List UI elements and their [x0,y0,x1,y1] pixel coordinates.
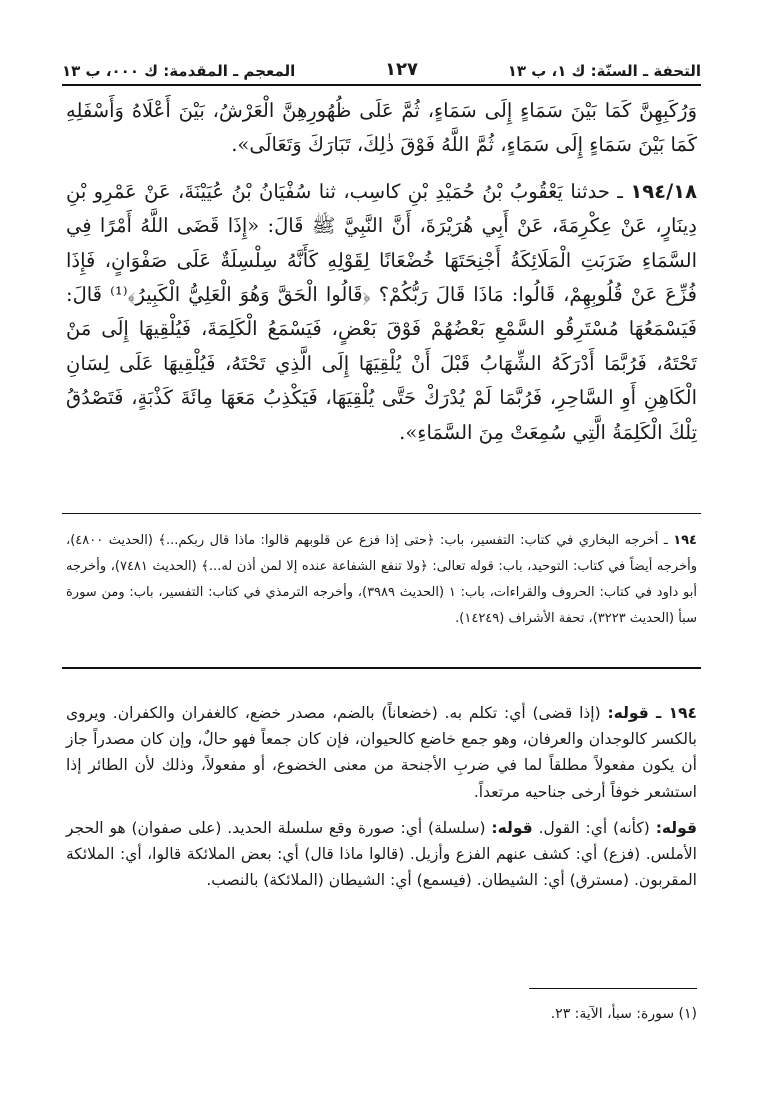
page-number: ١٢٧ [385,59,418,80]
takhrij-text: ـ أخرجه البخاري في كتاب: التفسير، باب: ﴿حتى إذا فزع عن قلوبهم قالوا: ماذا قال ربكم...﴾ (الحديث ٤٨٠٠)، وأخرجه أيضاً في كتاب: التوحيد، باب: قوله تعالى: ﴿ولا تنفع الشفاعة عنده إلا لمن أذن له...﴾ (الحديث ٧٤٨١)، وأخرجه أبو داود في كتاب: الحروف والقراءات، باب: ١ (الحديث ٣٩٨٩)، وأخرجه الترمذي في كتاب: التفسير، باب: ومن سورة سبأ (الحديث ٣٢٢٣)، تحفة الأشراف (١٤٢٤٩). [66,533,697,626]
footnote: (١) سورة: سبأ، الآية: ٢٣. [550,1006,697,1022]
hadith-text-block [66,94,697,450]
commentary-paragraph-1 [66,700,697,805]
header-right: التحفة ـ السنّة: ك ١، ب ١٣ [507,62,701,80]
takhrij-block [66,528,697,632]
hadith-body: ـ حدثنا يَعْقُوبُ بْنُ حُمَيْدِ بْنِ كاسِب، ثنا سُفْيَانُ بْنُ عُيَيْنَةَ، عَنْ عَمْرِو بْنِ دِينَارٍ، عَنْ عِكْرِمَةَ، عَنْ أَبِي هُرَيْرَةَ، أَنَّ النَّبِيَّ ﷺ قَالَ: «إِذَا قَضَى اللَّهُ أَمْرًا فِي السَّمَاءِ ضَرَبَتِ الْمَلَائِكَةُ أَجْنِحَتَهَا خُضْعَانًا لِقَوْلِهِ كَأَنَّهُ سِلْسِلَةٌ عَلَى صَفْوَانٍ، فَإِذَا فُزِّعَ عَنْ قُلُوبِهِمْ، قَالُوا: مَاذَا قَالَ رَبُّكُمْ؟ ﴿قَالُوا الْحَقَّ وَهُوَ الْعَلِيُّ الْكَبِيرُ﴾⁽¹⁾ قَالَ: فَيَسْمَعُهَا مُسْتَرِقُو السَّمْعِ بَعْضُهُمْ فَوْقَ بَعْضٍ، فَيَسْمَعُ الْكَلِمَةَ، فَيُلْقِيهَا إِلَى مَنْ تَحْتَهُ، فَرُبَّمَا أَدْرَكَهُ الشِّهَابُ قَبْلَ أَنْ يُلْقِيَهَا إِلَى الَّذِي تَحْتَهُ، فَيُلْقِيهَا عَلَى لِسَانِ الْكَاهِنِ أَوِ السَّاحِرِ، فَرُبَّمَا لَمْ يُدْرَكْ حَتَّى يُلْقِيَهَا، فَيَكْذِبُ مَعَهَا مِائَةَ كَذْبَةٍ، فَتَصْدُقُ تِلْكَ الْكَلِمَةُ الَّتِي سُمِعَتْ مِنَ السَّمَاءِ». [66,179,697,444]
header-left: المعجم ـ المقدمة: ك ٠٠٠، ب ١٣ [62,62,296,80]
commentary-text-2b: (سلسلة) أي: صورة وقع سلسلة الحديد. (على صفوان) هو الحجر الأملس. (فزع) أي: كشف عنهم الفزع وأزيل. (قالوا ماذا قال) أي: بعض الملائكة قالوا، أي: الملائكة المقربون. (مسترق) أي: الشيطان. (فيسمع) أي: الشيطان (الملائكة) بالنصب. [66,818,697,890]
running-header [62,44,701,80]
commentary-text-1: (إذا قضى) أي: تكلم به. (خضعاناً) بالضم، مصدر خضع، كالغفران والكفران. ويروى بالكسر كالوجدان والعرفان، وهو جمع خاضع كالحيوان، فإن كان جمعاً فهو حالٌ، وإن كان مصدراً جاز أن يكون مفعولاً مطلقاً لما في ضربِ الأجنحة من معنى الخضوع، أو مفعولاً، وذلك لأن الطائر إذا استشعر خوفاً أرخى جناحيه مرتعداً. [66,704,697,801]
header-rule [62,84,701,86]
previous-hadith-ending: وَرُكَبِهِنَّ كَمَا بَيْنَ سَمَاءٍ إِلَى سَمَاءٍ، ثُمَّ عَلَى ظُهُورِهِنَّ الْعَرْشُ، بَيْنَ أَعْلَاهُ وَأَسْفَلِهِ كَمَا بَيْنَ سَمَاءٍ إِلَى سَمَاءٍ، ثُمَّ اللَّهُ فَوْقَ ذٰلِكَ، تَبَارَكَ وَتَعَالَى». [66,99,697,157]
commentary-text-2a: (كأنه) أي: القول. [538,818,650,837]
takhrij-number: ١٩٤ [673,533,697,548]
commentary-rule [62,667,701,669]
commentary-block [66,700,697,893]
commentary-lead: ١٩٤ ـ قوله: [607,704,697,722]
takhrij-rule [62,513,701,514]
commentary-lead-2: قوله: [655,818,697,837]
footnote-rule [529,988,697,989]
commentary-paragraph-2 [66,815,697,894]
hadith-paragraph [66,175,697,450]
hadith-number: ١٩٤/١٨ [630,179,697,203]
commentary-lead-3: قوله: [491,818,533,837]
